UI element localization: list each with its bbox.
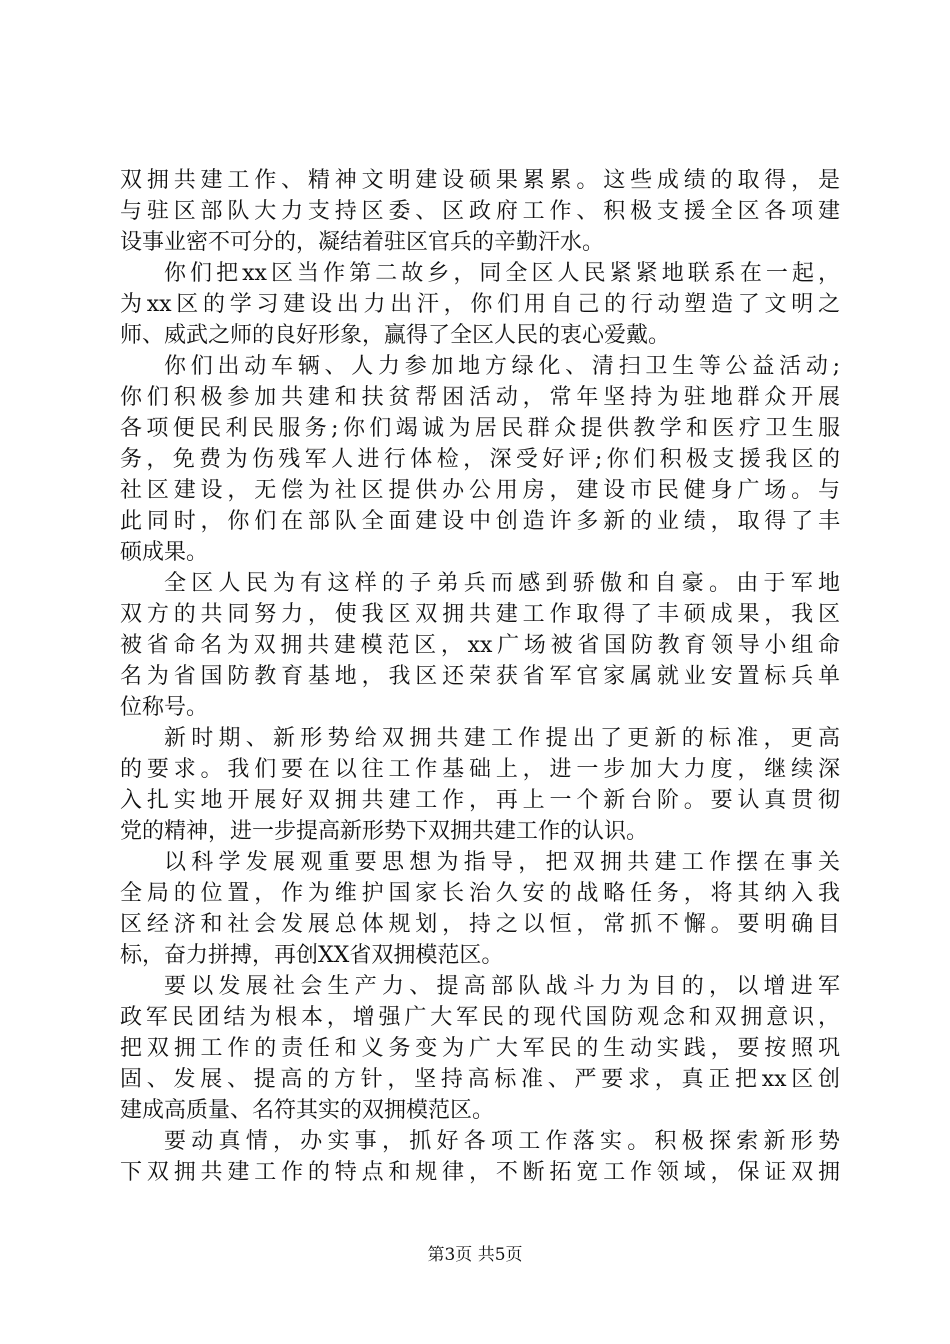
text-line: 师、威武之师的良好形象，赢得了全区人民的衷心爱戴。 — [120, 323, 671, 348]
text-line: 要动真情，办实事，抓好各项工作落实。积极探索新形势 — [164, 1129, 840, 1154]
text-line: 你们积极参加共建和扶贫帮困活动，常年坚持为驻地群众开展 — [120, 385, 840, 410]
document-body — [120, 165, 840, 1188]
text-line: 硕成果。 — [120, 540, 209, 565]
text-line: 把双拥工作的责任和义务变为广大军民的生动实践，要按照巩 — [120, 1036, 840, 1061]
text-line: 的要求。我们要在以往工作基础上，进一步加大力度，继续深 — [120, 757, 840, 782]
text-line: 务，免费为伤残军人进行体检，深受好评;你们积极支援我区的 — [120, 447, 840, 472]
text-line: 全区人民为有这样的子弟兵而感到骄傲和自豪。由于军地 — [164, 571, 840, 596]
text-line: 你们出动车辆、人力参加地方绿化、清扫卫生等公益活动; — [164, 354, 840, 379]
text-line: 社区建设，无偿为社区提供办公用房，建设市民健身广场。与 — [120, 478, 840, 503]
text-line: 下双拥共建工作的特点和规律，不断拓宽工作领域，保证双拥 — [120, 1160, 840, 1185]
text-line: 你们把xx区当作第二故乡，同全区人民紧紧地联系在一起， — [164, 261, 840, 286]
text-line: 要以发展社会生产力、提高部队战斗力为目的，以增进军 — [164, 974, 840, 999]
text-line: 党的精神，进一步提高新形势下双拥共建工作的认识。 — [120, 819, 649, 844]
text-line: 以科学发展观重要思想为指导，把双拥共建工作摆在事关 — [164, 850, 840, 875]
text-line: 政军民团结为根本，增强广大军民的现代国防观念和双拥意识， — [120, 1005, 840, 1030]
text-line: 名为省国防教育基地，我区还荣获省军官家属就业安置标兵单 — [120, 664, 840, 689]
text-line: 标，奋力拼搏，再创XX省双拥模范区。 — [120, 943, 504, 968]
text-line: 位称号。 — [120, 695, 209, 720]
text-line: 区经济和社会发展总体规划，持之以恒，常抓不懈。要明确目 — [120, 912, 840, 937]
page-number-footer: 第3页 共5页 — [427, 1245, 523, 1265]
text-line: 被省命名为双拥共建模范区，xx广场被省国防教育领导小组命 — [120, 633, 840, 658]
text-line: 建成高质量、名符其实的双拥模范区。 — [120, 1098, 495, 1123]
text-line: 入扎实地开展好双拥共建工作，再上一个新台阶。要认真贯彻 — [120, 788, 840, 813]
text-line: 新时期、新形势给双拥共建工作提出了更新的标准，更高 — [164, 726, 840, 751]
text-line: 设事业密不可分的，凝结着驻区官兵的辛勤汗水。 — [120, 230, 605, 255]
text-line: 为xx区的学习建设出力出汗，你们用自己的行动塑造了文明之 — [120, 292, 840, 317]
text-line: 双拥共建工作、精神文明建设硕果累累。这些成绩的取得，是 — [120, 168, 840, 193]
text-line: 双方的共同努力，使我区双拥共建工作取得了丰硕成果，我区 — [120, 602, 840, 627]
text-line: 各项便民利民服务;你们竭诚为居民群众提供教学和医疗卫生服 — [120, 416, 840, 441]
text-line: 固、发展、提高的方针，坚持高标准、严要求，真正把xx区创 — [120, 1067, 840, 1092]
text-line: 全局的位置，作为维护国家长治久安的战略任务，将其纳入我 — [120, 881, 840, 906]
text-line: 与驻区部队大力支持区委、区政府工作、积极支援全区各项建 — [120, 199, 840, 224]
text-line: 此同时，你们在部队全面建设中创造许多新的业绩，取得了丰 — [120, 509, 840, 534]
